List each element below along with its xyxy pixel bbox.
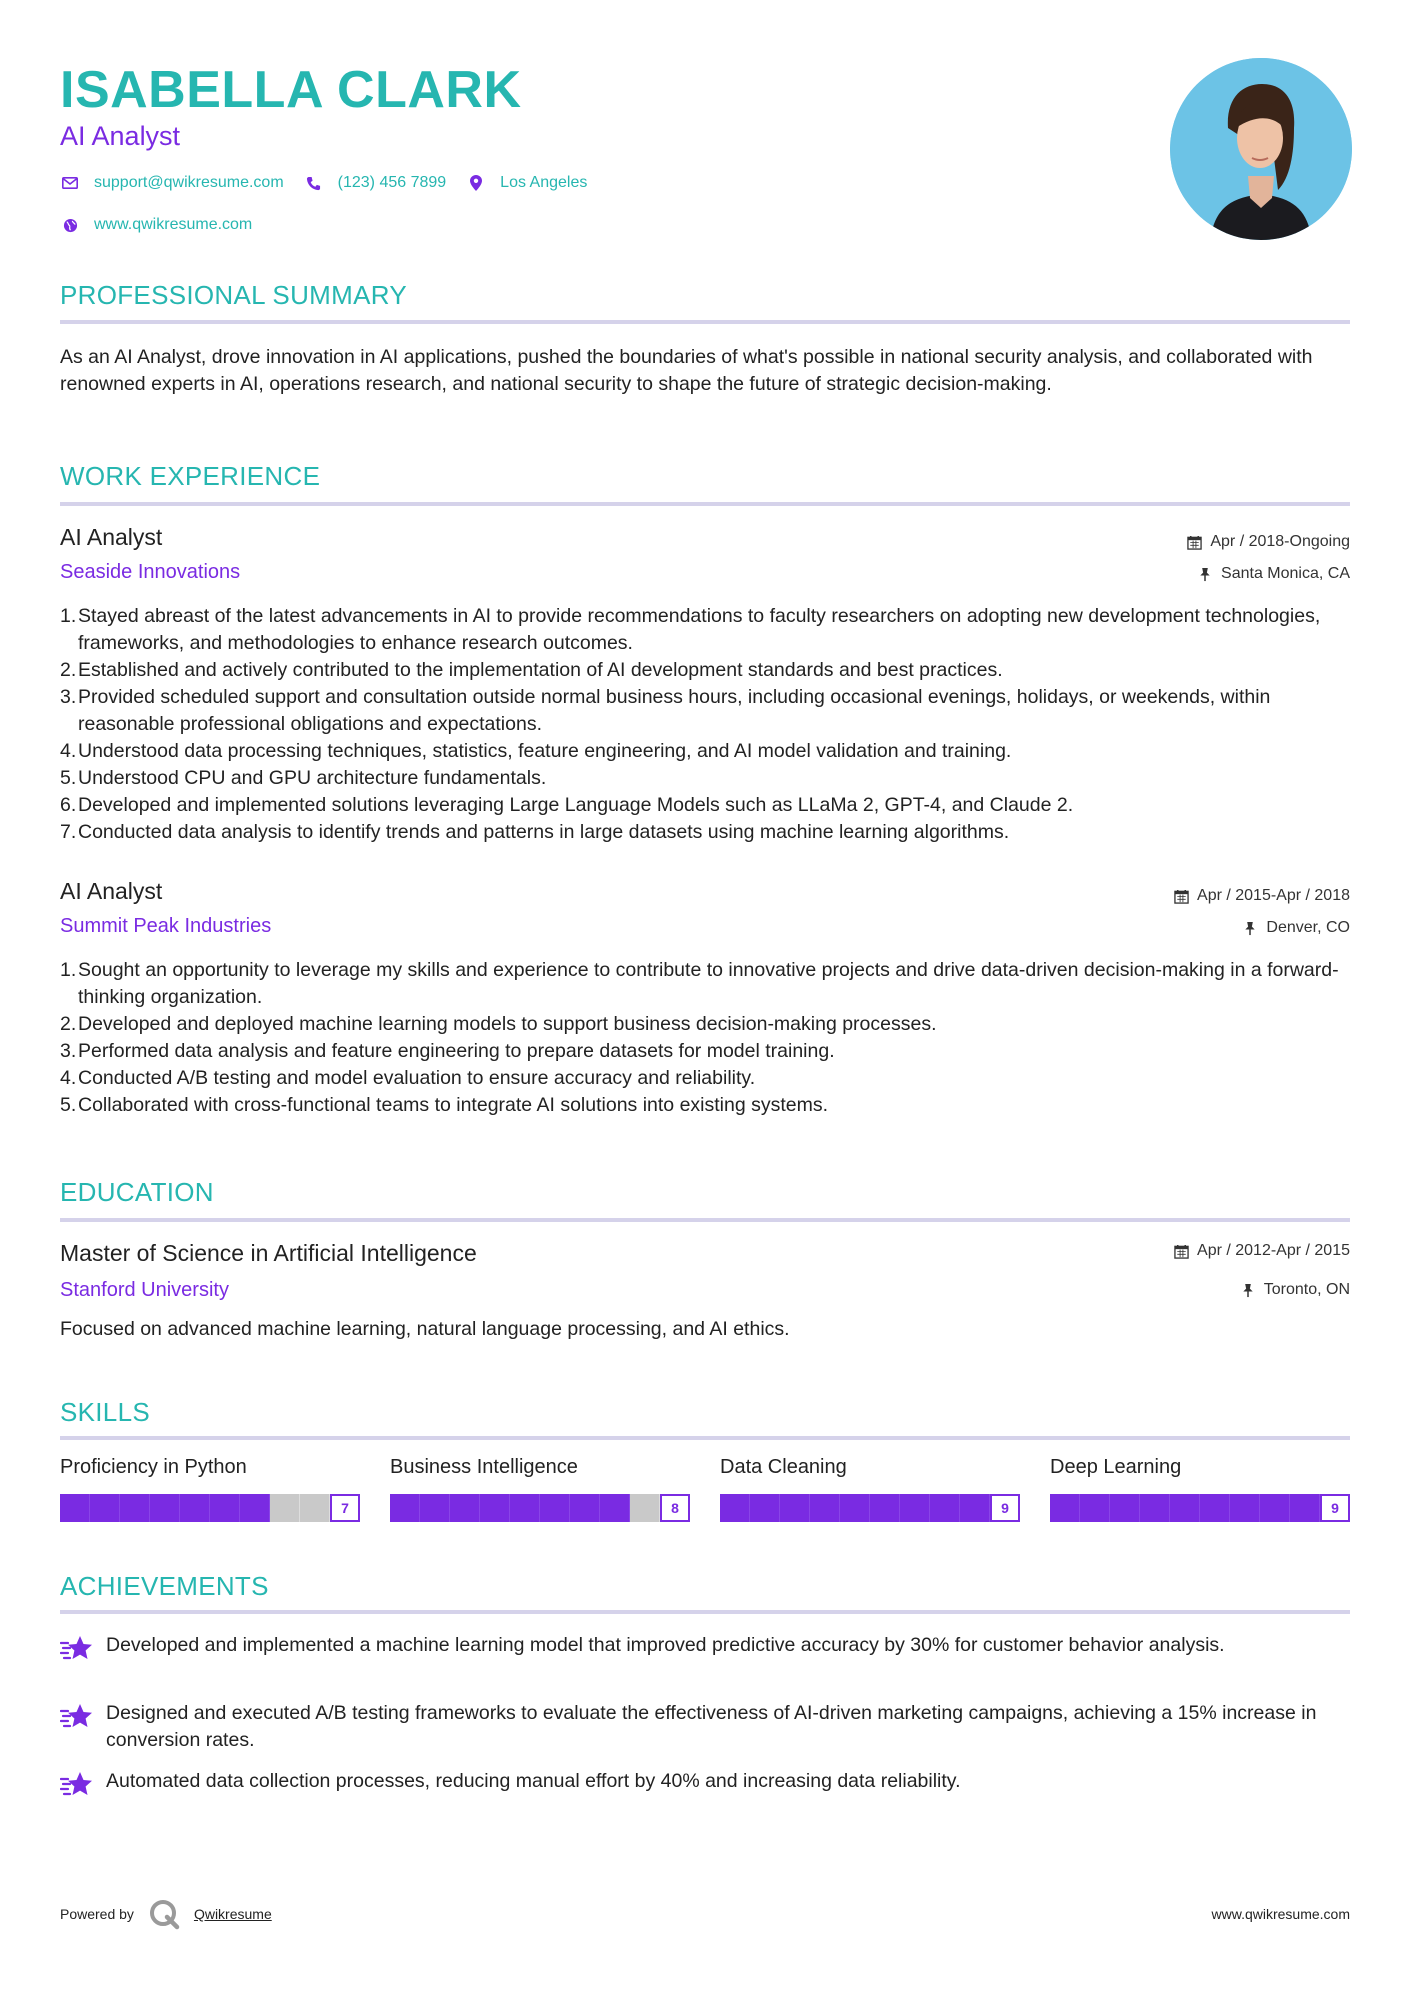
job-location (1242, 919, 1350, 937)
achievement-text: Developed and implemented a machine learning model that improved predictive accuracy by 30% for customer behavior analysis. (106, 1634, 1225, 1656)
summary-text: As an AI Analyst, drove innovation in AI applications, pushed the boundaries of what's possible in national security analysis, and collaborated with renowned experts in AI, operations research, and national security to shape the future of strategic decision-making. (60, 346, 1313, 395)
section-divider (60, 1436, 1350, 1440)
contact-row-1 (60, 173, 607, 193)
job-bullets (60, 957, 1350, 1119)
list-item: 5. Understood CPU and GPU architecture fundamentals. (60, 767, 547, 789)
education-description: Focused on advanced machine learning, natural language processing, and AI ethics. (60, 1318, 790, 1340)
school-name: Stanford University (60, 1279, 229, 1301)
list-item: 3. Performed data analysis and feature engineering to prepare datasets for model training. (60, 1040, 835, 1062)
globe-icon (60, 215, 80, 235)
candidate-name: ISABELLA CLARK (60, 61, 522, 119)
skill-bar-segment (270, 1494, 300, 1522)
job-dates (1186, 533, 1350, 551)
qwikresume-logo-icon (148, 1898, 180, 1930)
skill-bar-segment (600, 1494, 630, 1522)
education-dates (1173, 1242, 1350, 1260)
pushpin-icon (1240, 1282, 1256, 1298)
skill-bar-segment (630, 1494, 660, 1522)
list-item: 1. Stayed abreast of the latest advancements in AI to provide recommendations to faculty researchers on adopting new development technologies, frameworks, and methodologies to enhance research outcomes. (60, 605, 1321, 654)
list-item: 2. Established and actively contributed to the implementation of AI development standards and best practices. (60, 659, 1003, 681)
powered-by-label: Powered by (60, 1906, 134, 1922)
skill-bar-segment (90, 1494, 120, 1522)
skill-bar (60, 1494, 360, 1522)
achievement-text: Designed and executed A/B testing frameworks to evaluate the effectiveness of AI-driven marketing campaigns, achieving a 15% increase in conversion rates. (106, 1702, 1317, 1751)
map-pin-icon (466, 173, 486, 193)
skill-bar-segment (750, 1494, 780, 1522)
star-icon (60, 1702, 94, 1732)
skill-bar-segment (900, 1494, 930, 1522)
skill-bar-segment (1140, 1494, 1170, 1522)
skill-bar-segment (1260, 1494, 1290, 1522)
section-heading-achievements: ACHIEVEMENTS (60, 1571, 269, 1601)
skill-level-badge: 9 (1320, 1494, 1350, 1522)
skill-bar-segment (60, 1494, 90, 1522)
star-icon (60, 1770, 94, 1800)
skill-item (720, 1456, 1020, 1522)
skill-bar-segment (1080, 1494, 1110, 1522)
email-link[interactable]: support@qwikresume.com (94, 174, 284, 191)
achievement-item (60, 1768, 1350, 1800)
skill-bar-segment (1200, 1494, 1230, 1522)
job-dates-text: Apr / 2015-Apr / 2018 (1197, 887, 1350, 904)
skill-bar-segment (570, 1494, 600, 1522)
skill-level-badge: 8 (660, 1494, 690, 1522)
footer-powered-by (60, 1898, 272, 1930)
achievement-item (60, 1632, 1350, 1664)
pushpin-icon (1197, 566, 1213, 582)
calendar-icon (1186, 534, 1202, 550)
section-divider (60, 1610, 1350, 1614)
section-divider (60, 1218, 1350, 1222)
job-dates (1173, 887, 1350, 905)
skill-bar-segment (240, 1494, 270, 1522)
calendar-icon (1173, 888, 1189, 904)
skill-bar-segment (1110, 1494, 1140, 1522)
company-name: Summit Peak Industries (60, 915, 272, 937)
job-location-text: Santa Monica, CA (1221, 565, 1350, 582)
section-heading-experience: WORK EXPERIENCE (60, 461, 321, 491)
skill-name: Data Cleaning (720, 1456, 847, 1478)
qwikresume-link[interactable]: Qwikresume (193, 1906, 272, 1922)
skill-bar-segment (390, 1494, 420, 1522)
skill-bar-segment (120, 1494, 150, 1522)
job-location-text: Denver, CO (1266, 919, 1350, 936)
company-name: Seaside Innovations (60, 561, 241, 583)
achievement-text: Automated data collection processes, reducing manual effort by 40% and increasing data reliability. (106, 1770, 961, 1792)
skill-bar-segment (870, 1494, 900, 1522)
achievement-item (60, 1700, 1350, 1754)
contact-row-2 (60, 215, 272, 235)
skill-bar-segment (810, 1494, 840, 1522)
skill-bar-segment (510, 1494, 540, 1522)
skill-bar-segment (540, 1494, 570, 1522)
skill-bar-segment (930, 1494, 960, 1522)
list-item: 5. Collaborated with cross-functional teams to integrate AI solutions into existing systems. (60, 1094, 829, 1116)
section-heading-education: EDUCATION (60, 1177, 214, 1207)
skill-bar-segment (210, 1494, 240, 1522)
section-divider (60, 320, 1350, 324)
skill-bar-segment (300, 1494, 330, 1522)
skill-bar-segment (960, 1494, 990, 1522)
list-item: 1. Sought an opportunity to leverage my skills and experience to contribute to innovative projects and drive data-driven decision-making in a forward-thinking organization. (60, 959, 1339, 1008)
skill-bar-segment (480, 1494, 510, 1522)
profile-photo (1170, 58, 1352, 240)
skill-bar-segment (1290, 1494, 1320, 1522)
skill-bar-segment (780, 1494, 810, 1522)
education-location-text: Toronto, ON (1263, 1281, 1350, 1298)
degree-title: Master of Science in Artificial Intelligence (60, 1240, 477, 1266)
skill-bar (1050, 1494, 1350, 1522)
skill-level-badge: 7 (330, 1494, 360, 1522)
job-title: AI Analyst (60, 878, 163, 904)
section-heading-summary: PROFESSIONAL SUMMARY (60, 280, 407, 310)
job-title: AI Analyst (60, 524, 163, 550)
star-icon (60, 1634, 94, 1664)
skill-item (1050, 1456, 1350, 1522)
skill-bar-segment (1050, 1494, 1080, 1522)
list-item: 4. Understood data processing techniques, statistics, feature engineering, and AI model validation and training. (60, 740, 1012, 762)
envelope-icon (60, 173, 80, 193)
job-dates-text: Apr / 2018-Ongoing (1210, 533, 1350, 550)
skill-bar-segment (720, 1494, 750, 1522)
skill-name: Business Intelligence (390, 1456, 578, 1478)
location-text: Los Angeles (500, 174, 588, 191)
section-divider (60, 502, 1350, 506)
skill-bar-segment (150, 1494, 180, 1522)
list-item: 3. Provided scheduled support and consultation outside normal business hours, including occasional evenings, holidays, or weekends, within reasonable professional obligations and expectations. (60, 686, 1271, 735)
skill-item (390, 1456, 690, 1522)
education-location (1240, 1281, 1350, 1299)
section-heading-skills: SKILLS (60, 1397, 150, 1427)
skill-name: Proficiency in Python (60, 1456, 247, 1478)
footer-website[interactable]: www.qwikresume.com (1211, 1906, 1350, 1922)
education-dates-text: Apr / 2012-Apr / 2015 (1197, 1242, 1350, 1259)
list-item: 4. Conducted A/B testing and model evaluation to ensure accuracy and reliability. (60, 1067, 756, 1089)
skill-bar-segment (840, 1494, 870, 1522)
phone-number[interactable]: (123) 456 7899 (337, 174, 447, 191)
skill-bar (720, 1494, 1020, 1522)
list-item: 2. Developed and deployed machine learning models to support business decision-making processes. (60, 1013, 937, 1035)
list-item: 6. Developed and implemented solutions leveraging Large Language Models such as LLaMa 2, GPT-4, and Claude 2. (60, 794, 1074, 816)
pushpin-icon (1242, 920, 1258, 936)
skill-bar-segment (420, 1494, 450, 1522)
skill-bar-segment (450, 1494, 480, 1522)
skill-level-badge: 9 (990, 1494, 1020, 1522)
skill-bar (390, 1494, 690, 1522)
skill-bar-segment (1170, 1494, 1200, 1522)
website-link[interactable]: www.qwikresume.com (94, 216, 253, 233)
skill-bar-segment (180, 1494, 210, 1522)
skill-item (60, 1456, 360, 1522)
skill-name: Deep Learning (1050, 1456, 1182, 1478)
phone-icon (304, 173, 324, 193)
candidate-title: AI Analyst (60, 121, 181, 151)
job-bullets (60, 603, 1350, 846)
job-location (1197, 565, 1350, 583)
calendar-icon (1173, 1243, 1189, 1259)
skill-bar-segment (1230, 1494, 1260, 1522)
list-item: 7. Conducted data analysis to identify trends and patterns in large datasets using machine learning algorithms. (60, 821, 1010, 843)
